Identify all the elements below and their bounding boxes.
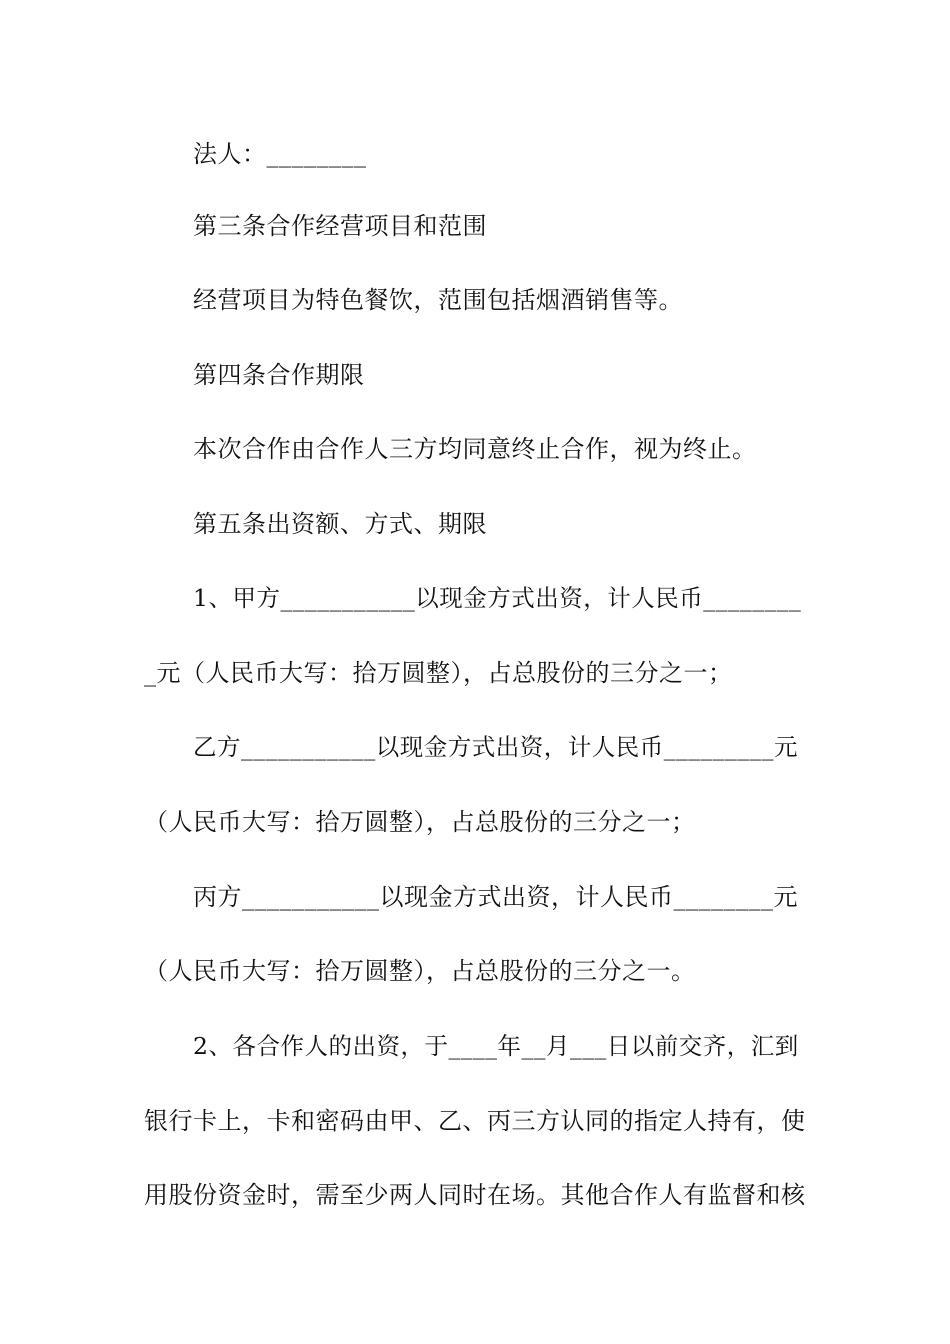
clause-2-line1: 2、各合作人的出资，于____年__月___日以前交齐，汇到 <box>193 1032 799 1060</box>
clause-1-party-a-line2: _元（人民币大写：拾万圆整），占总股份的三分之一； <box>144 659 733 687</box>
article-4-heading: 第四条合作期限 <box>193 361 365 389</box>
party-b-line1: 乙方___________以现金方式出资，计人民币_________元 <box>193 733 798 761</box>
clause-2-line2: 银行卡上，卡和密码由甲、乙、丙三方认同的指定人持有，使 <box>144 1107 806 1135</box>
party-b-line2: （人民币大写：拾万圆整），占总股份的三分之一； <box>144 808 696 836</box>
clause-1-party-a-line1: 1、甲方___________以现金方式出资，计人民币________ <box>193 584 802 612</box>
party-c-line1: 丙方___________以现金方式出资，计人民币________元 <box>193 883 798 911</box>
article-3-heading: 第三条合作经营项目和范围 <box>193 212 487 240</box>
clause-2-line3: 用股份资金时，需至少两人同时在场。其他合作人有监督和核 <box>144 1181 806 1209</box>
article-3-body: 经营项目为特色餐饮，范围包括烟酒销售等。 <box>193 286 683 314</box>
article-4-body: 本次合作由合作人三方均同意终止合作，视为终止。 <box>193 435 757 463</box>
article-5-heading: 第五条出资额、方式、期限 <box>193 510 487 538</box>
party-c-line2: （人民币大写：拾万圆整），占总股份的三分之一。 <box>144 957 696 985</box>
legal-person-line: 法人：________ <box>193 140 367 168</box>
